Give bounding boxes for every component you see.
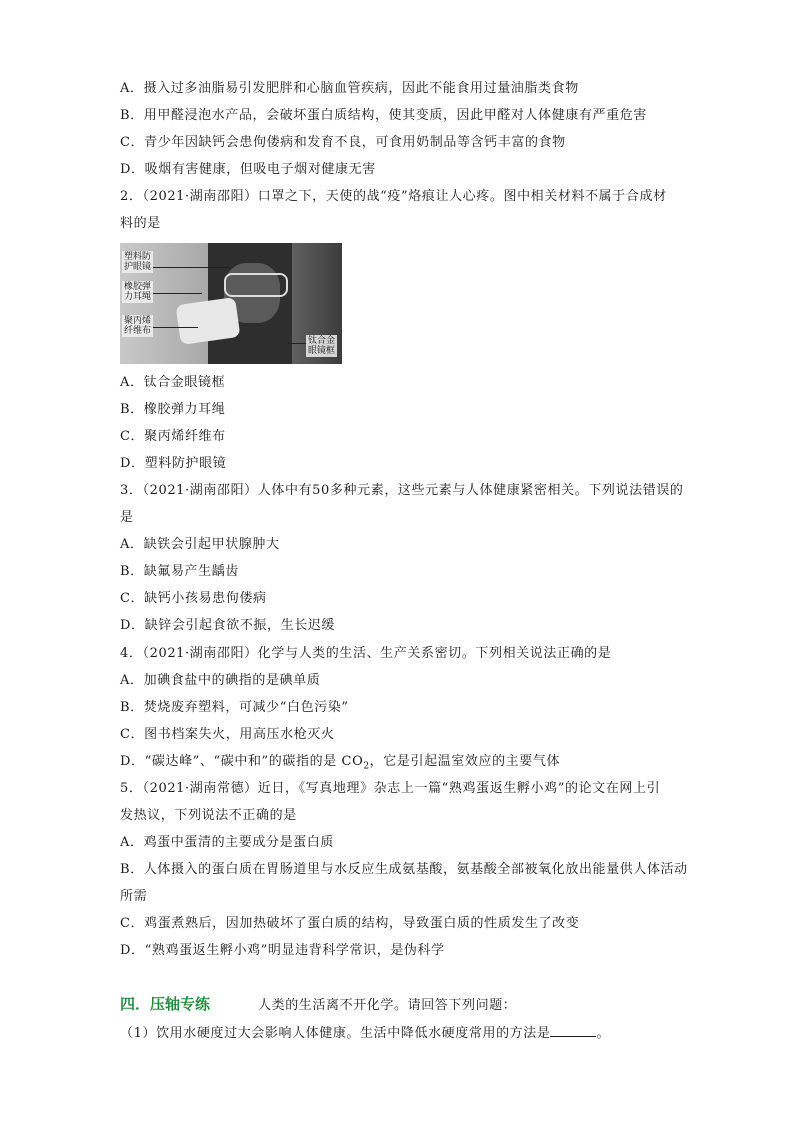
q5-option-b-cont: 所需 bbox=[120, 889, 148, 904]
q5-option-c: C．鸡蛋煮熟后，因加热破坏了蛋白质的结构，导致蛋白质的性质发生了改变 bbox=[120, 916, 580, 931]
section-q1-text: （1）饮用水硬度过大会影响人体健康。生活中降低水硬度常用的方法是 bbox=[120, 1026, 551, 1041]
q3-option-b: B．缺氟易产生龋齿 bbox=[120, 564, 239, 579]
q2-option-c: C．聚丙烯纤维布 bbox=[120, 429, 226, 444]
q3-stem-line1: 3．（2021·湖南邵阳）人体中有50多种元素，这些元素与人体健康紧密相关。下列说法错误的 bbox=[120, 483, 684, 498]
answer-blank[interactable] bbox=[550, 1024, 596, 1037]
q3-stem-line2: 是 bbox=[120, 510, 134, 525]
q1-option-a: A．摄入过多油脂易引发肥胖和心脑血管疾病，因此不能食用过量油脂类食物 bbox=[120, 81, 579, 96]
section-q1 bbox=[120, 1024, 734, 1043]
q3-option-a: A．缺铁会引起甲状腺肿大 bbox=[120, 537, 280, 552]
q2-option-d: D．塑料防护眼镜 bbox=[120, 456, 227, 471]
photo-goggles bbox=[224, 273, 288, 297]
q1-option-b: B．用甲醛浸泡水产品，会破坏蛋白质结构，使其变质，因此甲醛对人体健康有严重危害 bbox=[120, 108, 647, 123]
q4-option-c: C．图书档案失火，用高压水枪灭火 bbox=[120, 727, 335, 742]
q5-option-a: A．鸡蛋中蛋清的主要成分是蛋白质 bbox=[120, 835, 334, 850]
q4-stem: 4．（2021·湖南邵阳）化学与人类的生活、生产关系密切。下列相关说法正确的是 bbox=[120, 646, 612, 661]
q2-option-a: A．钛合金眼镜框 bbox=[120, 375, 226, 390]
mask-photo bbox=[120, 243, 342, 364]
co2-subscript: 2 bbox=[363, 761, 370, 772]
q3-option-c: C．缺钙小孩易患佝偻病 bbox=[120, 591, 267, 606]
label-goggles: 塑料防 护眼镜 bbox=[124, 252, 152, 272]
q2-stem-line1: 2．（2021·湖南邵阳）口罩之下，天使的战“疫”烙痕让人心疼。图中相关材料不属于合成材 bbox=[120, 189, 667, 204]
q4-option-d bbox=[120, 753, 734, 776]
section-banner: 四．压轴专练 bbox=[120, 995, 211, 1013]
q3-option-d: D．缺锌会引起食欲不振，生长迟缓 bbox=[120, 618, 336, 633]
q4-option-b: B．焚烧废弃塑料，可减少“白色污染” bbox=[120, 700, 349, 715]
section-intro: 人类的生活离不开化学。请回答下列问题： bbox=[258, 998, 517, 1013]
q5-stem-line1: 5．（2021·湖南常德）近日，《写真地理》杂志上一篇“熟鸡蛋返生孵小鸡”的论文在网上引 bbox=[120, 781, 661, 796]
section-q1-end: 。 bbox=[596, 1026, 611, 1041]
leader-line-fabric bbox=[150, 327, 198, 328]
q1-option-d: D．吸烟有害健康，但吸电子烟对健康无害 bbox=[120, 162, 376, 177]
q4-option-d-text: D．“碳达峰”、“碳中和”的碳指的是 CO bbox=[120, 754, 364, 769]
label-ear-loop: 橡胶弹 力耳绳 bbox=[124, 282, 152, 302]
q2-option-b: B．橡胶弹力耳绳 bbox=[120, 402, 226, 417]
q2-stem-line2: 料的是 bbox=[120, 216, 161, 231]
q4-option-a: A．加碘食盐中的碘指的是碘单质 bbox=[120, 673, 321, 688]
label-frame: 钛合金 眼镜框 bbox=[308, 336, 336, 356]
q1-option-c: C．青少年因缺钙会患佝偻病和发育不良，可食用奶制品等含钙丰富的食物 bbox=[120, 135, 566, 150]
label-fabric: 聚丙烯 纤维布 bbox=[124, 316, 152, 336]
photo-mask bbox=[176, 297, 241, 345]
leader-line-ear-loop bbox=[150, 293, 202, 294]
q5-stem-line2: 发热议，下列说法不正确的是 bbox=[120, 808, 297, 823]
q5-option-b: B．人体摄入的蛋白质在胃肠道里与水反应生成氨基酸，氨基酸全部被氧化放出能量供人体活动 bbox=[120, 862, 688, 877]
q5-option-d: D．“熟鸡蛋返生孵小鸡”明显违背科学常识，是伪科学 bbox=[120, 943, 445, 958]
q4-option-d-tail: ，它是引起温室效应的主要气体 bbox=[369, 754, 561, 769]
leader-line-goggles bbox=[150, 267, 230, 268]
leader-line-frame bbox=[288, 343, 308, 344]
